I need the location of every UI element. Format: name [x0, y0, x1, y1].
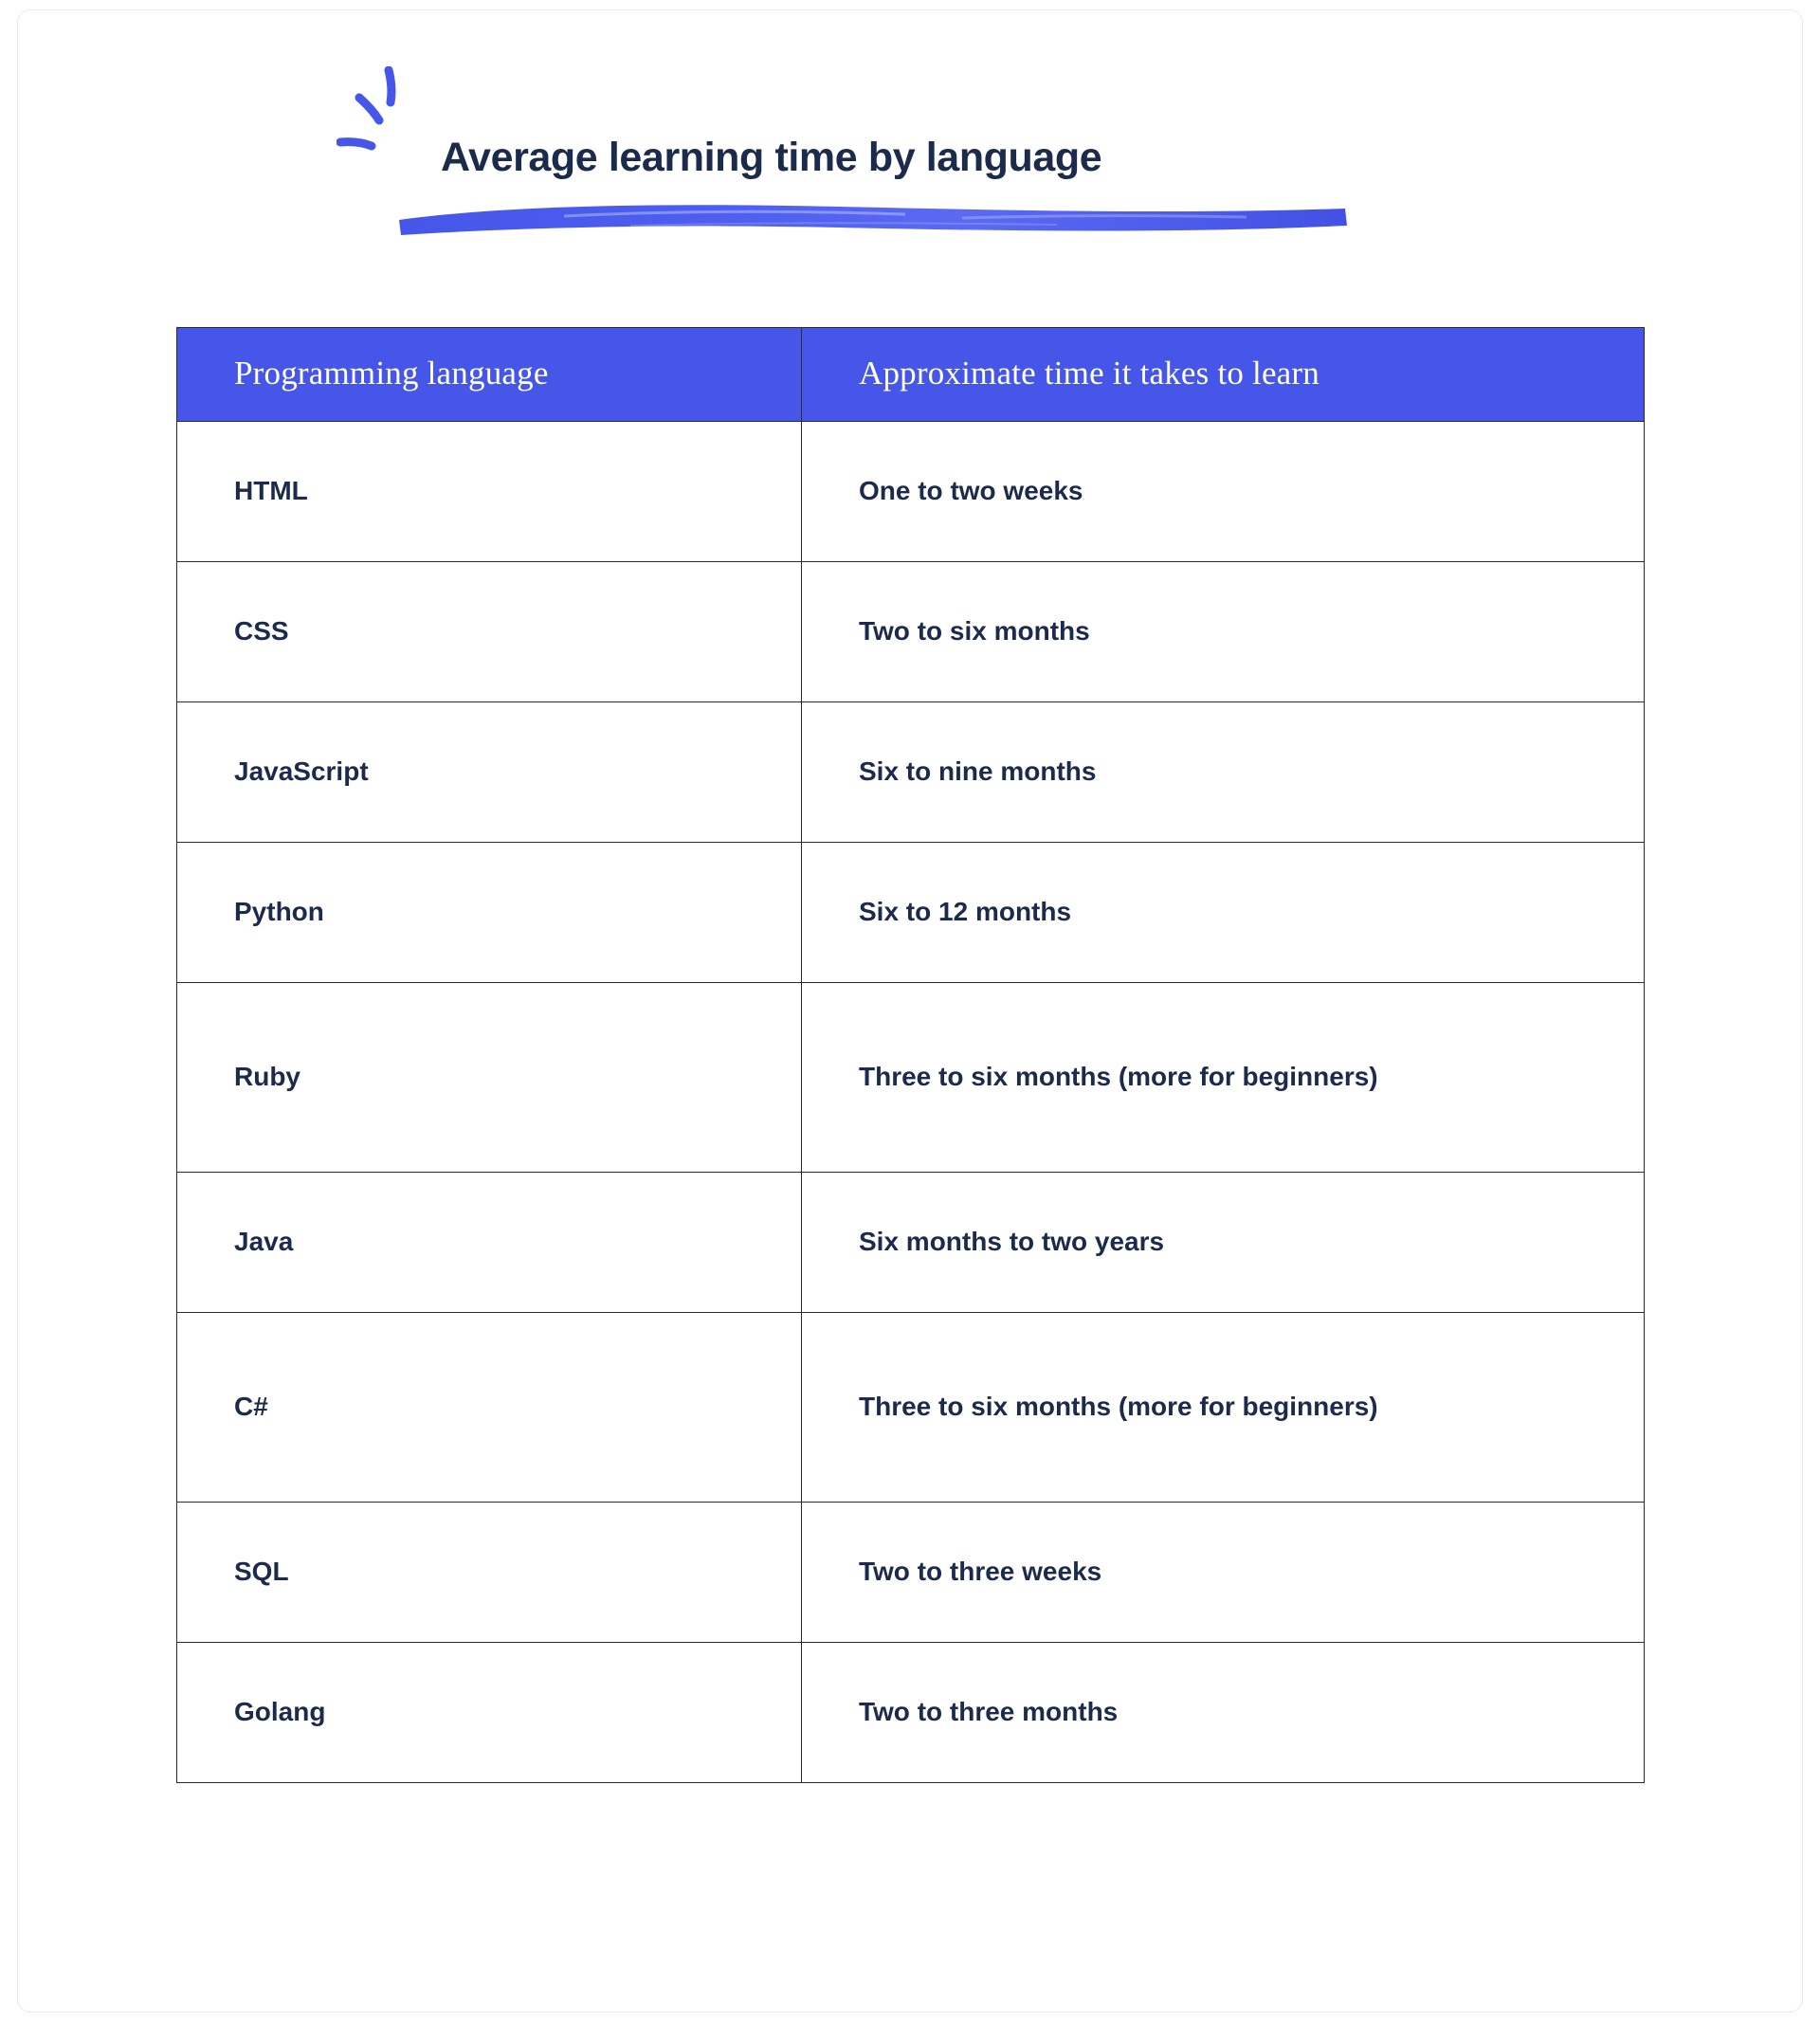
table-header: [177, 328, 1645, 422]
cell-language: Python: [177, 843, 802, 983]
table-row: [177, 843, 1645, 983]
spark-marks-icon: [337, 66, 450, 171]
cell-language: C#: [177, 1313, 802, 1503]
cell-language: SQL: [177, 1503, 802, 1643]
table-row: [177, 422, 1645, 562]
table-header-row: [177, 328, 1645, 422]
cell-time: Six months to two years: [802, 1173, 1645, 1313]
learning-time-table-container: [176, 327, 1644, 1783]
cell-time: Two to three weeks: [802, 1503, 1645, 1643]
table-row: [177, 1643, 1645, 1783]
cell-language: JavaScript: [177, 702, 802, 843]
table-row: [177, 983, 1645, 1173]
table-row: [177, 702, 1645, 843]
column-header-time: Approximate time it takes to learn: [802, 328, 1645, 422]
title-block: [337, 66, 1398, 256]
cell-time: Six to nine months: [802, 702, 1645, 843]
cell-language: Ruby: [177, 983, 802, 1173]
cell-language: CSS: [177, 562, 802, 702]
table-row: [177, 562, 1645, 702]
column-header-language: Programming language: [177, 328, 802, 422]
cell-time: Two to three months: [802, 1643, 1645, 1783]
cell-language: Golang: [177, 1643, 802, 1783]
learning-time-table: [176, 327, 1645, 1783]
cell-time: Three to six months (more for beginners): [802, 983, 1645, 1173]
table-row: [177, 1503, 1645, 1643]
table-body: [177, 422, 1645, 1783]
cell-time: Two to six months: [802, 562, 1645, 702]
cell-time: One to two weeks: [802, 422, 1645, 562]
cell-time: Six to 12 months: [802, 843, 1645, 983]
page-title: Average learning time by language: [441, 135, 1102, 180]
cell-language: HTML: [177, 422, 802, 562]
table-row: [177, 1173, 1645, 1313]
cell-language: Java: [177, 1173, 802, 1313]
cell-time: Three to six months (more for beginners): [802, 1313, 1645, 1503]
table-row: [177, 1313, 1645, 1503]
brush-underline-icon: [393, 199, 1351, 239]
